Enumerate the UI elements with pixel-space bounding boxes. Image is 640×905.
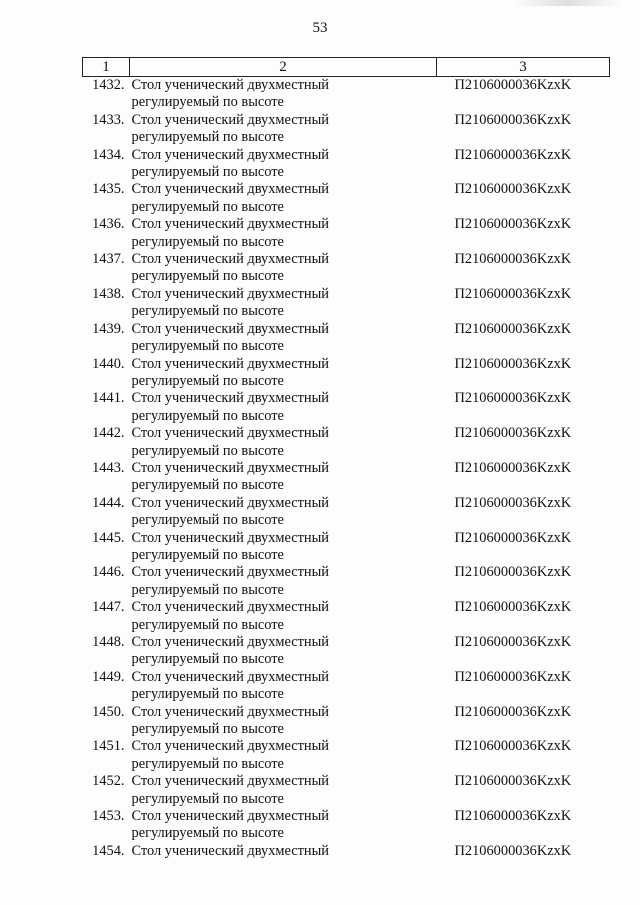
item-name-line-2: регулируемый по высоте bbox=[131, 372, 284, 389]
table-row bbox=[83, 251, 610, 286]
item-name bbox=[130, 530, 437, 565]
item-code: П2106000036KzxK bbox=[454, 703, 572, 720]
item-name bbox=[130, 634, 437, 669]
item-name bbox=[130, 669, 437, 704]
item-name-line-2: регулируемый по высоте bbox=[131, 755, 284, 772]
column-header-2: 2 bbox=[130, 58, 437, 77]
item-name-line-2: регулируемый по высоте bbox=[131, 129, 284, 146]
table-row bbox=[83, 738, 610, 773]
item-code: П2106000036KzxK bbox=[454, 111, 572, 128]
item-name-line-1: Стол ученический двухместный bbox=[131, 459, 329, 476]
table-row bbox=[83, 321, 610, 356]
item-name-line-2: регулируемый по высоте bbox=[131, 442, 284, 459]
item-code: П2106000036KzxK bbox=[454, 738, 572, 755]
item-name bbox=[130, 77, 437, 112]
item-name bbox=[130, 425, 437, 460]
item-name-line-2: регулируемый по высоте bbox=[131, 616, 284, 633]
item-name-line-2: регулируемый по высоте bbox=[131, 338, 284, 355]
row-number: 1445. bbox=[92, 529, 125, 546]
row-number: 1448. bbox=[92, 634, 125, 650]
row-number: 1450. bbox=[92, 703, 125, 720]
scan-artifact bbox=[512, 0, 622, 6]
document-table bbox=[82, 57, 610, 878]
item-name bbox=[130, 286, 437, 321]
row-number: 1447. bbox=[92, 599, 125, 616]
item-name bbox=[130, 843, 437, 878]
item-name-line-2: регулируемый по высоте bbox=[131, 546, 284, 563]
item-name-line-1: Стол ученический двухместный bbox=[131, 703, 329, 720]
item-name bbox=[130, 773, 437, 808]
item-name bbox=[130, 390, 437, 425]
row-number: 1449. bbox=[92, 668, 125, 685]
item-name-line-2: регулируемый по высоте bbox=[131, 686, 284, 703]
item-name bbox=[130, 738, 437, 773]
item-code: П2106000036KzxK bbox=[454, 842, 572, 859]
table-row bbox=[83, 181, 610, 216]
item-name-line-2: регулируемый по высоте bbox=[131, 721, 284, 738]
item-name bbox=[130, 599, 437, 634]
item-name-line-2: регулируемый по высоте bbox=[131, 790, 284, 807]
item-code: П2106000036KzxK bbox=[454, 216, 572, 233]
item-code: П2106000036KzxK bbox=[454, 146, 572, 163]
item-name bbox=[130, 321, 437, 356]
item-name bbox=[130, 564, 437, 599]
item-name-line-1: Стол ученический двухместный bbox=[131, 320, 329, 337]
row-number: 1443. bbox=[92, 459, 125, 476]
item-name-line-2: регулируемый по высоте bbox=[131, 164, 284, 181]
item-code: П2106000036KzxK bbox=[454, 529, 572, 546]
row-number: 1432. bbox=[92, 77, 125, 93]
row-number: 1446. bbox=[92, 564, 125, 581]
row-number: 1438. bbox=[92, 285, 125, 302]
item-code: П2106000036KzxK bbox=[454, 668, 572, 685]
row-number: 1442. bbox=[92, 425, 125, 442]
row-number: 1436. bbox=[92, 216, 125, 233]
item-name-line-1: Стол ученический двухместный bbox=[131, 599, 329, 616]
item-name-line-1: Стол ученический двухместный bbox=[131, 355, 329, 372]
item-name-line-2: регулируемый по высоте bbox=[131, 825, 284, 842]
table-row bbox=[83, 530, 610, 565]
table-row bbox=[83, 390, 610, 425]
table-row bbox=[83, 634, 610, 669]
item-name-line-1: Стол ученический двухместный bbox=[131, 634, 329, 650]
item-name-line-1: Стол ученический двухместный bbox=[131, 564, 329, 581]
item-name-line-1: Стол ученический двухместный bbox=[131, 842, 329, 859]
table-row bbox=[83, 286, 610, 321]
item-code: П2106000036KzxK bbox=[454, 285, 572, 302]
row-number: 1433. bbox=[92, 111, 125, 128]
table-row bbox=[83, 77, 610, 112]
item-name-line-1: Стол ученический двухместный bbox=[131, 285, 329, 302]
item-name bbox=[130, 704, 437, 739]
item-code: П2106000036KzxK bbox=[454, 425, 572, 442]
table-row bbox=[83, 425, 610, 460]
item-name-line-2: регулируемый по высоте bbox=[131, 268, 284, 285]
item-name-line-1: Стол ученический двухместный bbox=[131, 529, 329, 546]
item-name-line-1: Стол ученический двухместный bbox=[131, 146, 329, 163]
table-header-row bbox=[83, 58, 610, 77]
table-row bbox=[83, 843, 610, 878]
item-code: П2106000036KzxK bbox=[454, 355, 572, 372]
item-code: П2106000036KzxK bbox=[454, 494, 572, 511]
item-code: П2106000036KzxK bbox=[454, 459, 572, 476]
item-name bbox=[130, 808, 437, 843]
table-row bbox=[83, 773, 610, 808]
item-name bbox=[130, 251, 437, 286]
table-row bbox=[83, 460, 610, 495]
item-code: П2106000036KzxK bbox=[454, 599, 572, 616]
row-number: 1444. bbox=[92, 494, 125, 511]
row-number: 1440. bbox=[92, 355, 125, 372]
item-name-line-1: Стол ученический двухместный bbox=[131, 390, 329, 407]
row-number: 1439. bbox=[92, 320, 125, 337]
table-row bbox=[83, 704, 610, 739]
table-body bbox=[83, 77, 610, 878]
table-row bbox=[83, 356, 610, 391]
item-name bbox=[130, 181, 437, 216]
table-row bbox=[83, 599, 610, 634]
item-name-line-1: Стол ученический двухместный bbox=[131, 216, 329, 233]
item-code: П2106000036KzxK bbox=[454, 634, 572, 650]
row-number: 1437. bbox=[92, 251, 125, 268]
item-name-line-2: регулируемый по высоте bbox=[131, 512, 284, 529]
row-number: 1434. bbox=[92, 146, 125, 163]
row-number: 1454. bbox=[92, 842, 125, 859]
item-name-line-1: Стол ученический двухместный bbox=[131, 111, 329, 128]
item-code: П2106000036KzxK bbox=[454, 808, 572, 825]
item-name bbox=[130, 460, 437, 495]
column-header-1: 1 bbox=[83, 58, 130, 77]
item-name bbox=[130, 356, 437, 391]
item-name-line-2: регулируемый по высоте bbox=[131, 407, 284, 424]
item-name-line-1: Стол ученический двухместный bbox=[131, 77, 329, 93]
item-name-line-2: регулируемый по высоте bbox=[131, 651, 284, 668]
column-header-3: 3 bbox=[437, 58, 610, 77]
table-row bbox=[83, 216, 610, 251]
item-name bbox=[130, 112, 437, 147]
row-number: 1451. bbox=[92, 738, 125, 755]
item-name-line-1: Стол ученический двухместный bbox=[131, 738, 329, 755]
item-name-line-2: регулируемый по высоте bbox=[131, 303, 284, 320]
item-code: П2106000036KzxK bbox=[454, 773, 572, 790]
table-row bbox=[83, 564, 610, 599]
item-code: П2106000036KzxK bbox=[454, 181, 572, 198]
item-name-line-1: Стол ученический двухместный bbox=[131, 668, 329, 685]
item-code: П2106000036KzxK bbox=[454, 77, 572, 93]
item-name-line-2: регулируемый по высоте bbox=[131, 581, 284, 598]
table-row bbox=[83, 147, 610, 182]
row-number: 1441. bbox=[92, 390, 125, 407]
item-name-line-1: Стол ученический двухместный bbox=[131, 494, 329, 511]
row-number: 1453. bbox=[92, 808, 125, 825]
item-name-line-1: Стол ученический двухместный bbox=[131, 251, 329, 268]
row-number: 1452. bbox=[92, 773, 125, 790]
page-number: 53 bbox=[312, 20, 328, 36]
item-name-line-1: Стол ученический двухместный bbox=[131, 773, 329, 790]
item-code: П2106000036KzxK bbox=[454, 564, 572, 581]
item-name bbox=[130, 147, 437, 182]
table-row bbox=[83, 112, 610, 147]
document-table-container bbox=[82, 57, 608, 878]
item-name-line-2: регулируемый по высоте bbox=[131, 477, 284, 494]
item-code: П2106000036KzxK bbox=[454, 390, 572, 407]
item-name bbox=[130, 495, 437, 530]
table-row bbox=[83, 669, 610, 704]
item-name-line-2: регулируемый по высоте bbox=[131, 233, 284, 250]
item-name-line-1: Стол ученический двухместный bbox=[131, 808, 329, 825]
item-code: П2106000036KzxK bbox=[454, 320, 572, 337]
table-row bbox=[83, 495, 610, 530]
item-name-line-1: Стол ученический двухместный bbox=[131, 425, 329, 442]
table-row bbox=[83, 808, 610, 843]
row-number: 1435. bbox=[92, 181, 125, 198]
item-name bbox=[130, 216, 437, 251]
item-name-line-1: Стол ученический двухместный bbox=[131, 181, 329, 198]
item-code: П2106000036KzxK bbox=[454, 251, 572, 268]
item-name-line-2: регулируемый по высоте bbox=[131, 198, 284, 215]
item-name-line-2: регулируемый по высоте bbox=[131, 94, 284, 111]
